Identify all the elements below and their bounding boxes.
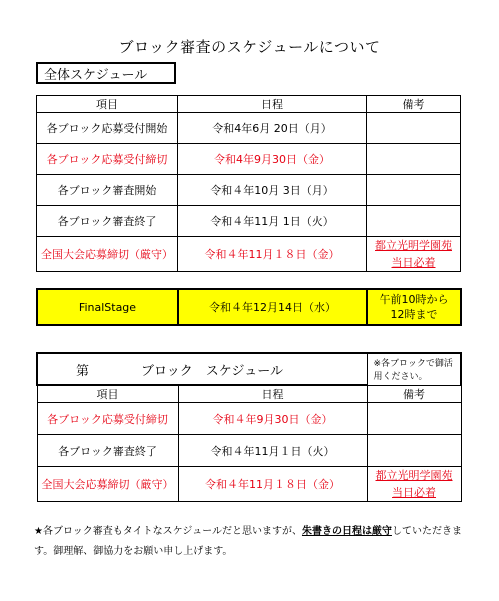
row-item: 全国大会応募締切（厳守） xyxy=(37,237,178,272)
row-item: 各ブロック応募受付開始 xyxy=(37,113,178,144)
table-row xyxy=(37,467,461,502)
row-note xyxy=(367,403,461,435)
block-schedule-name: ブロック スケジュール xyxy=(141,363,283,379)
row-item: 各ブロック応募受付締切 xyxy=(37,403,178,435)
final-stage-note-line1: 午前10時から xyxy=(379,293,449,306)
table-header-row xyxy=(37,96,461,113)
column-header-item: 項目 xyxy=(37,385,178,403)
footer-text-emphasis: 朱書きの日程は厳守 xyxy=(301,526,392,537)
footer-text-part1: ★各ブロック審査もタイトなスケジュールだと思いますが、 xyxy=(34,526,302,537)
table-header-row xyxy=(37,385,461,403)
section-label-overall: 全体スケジュール xyxy=(36,62,176,84)
final-stage-row xyxy=(37,289,461,325)
row-date: 令和４年11月１８日（金） xyxy=(178,467,367,502)
row-date: 令和４年11月１８日（金） xyxy=(178,237,367,272)
final-stage-note xyxy=(367,289,461,325)
column-header-date: 日程 xyxy=(178,385,367,403)
row-date: 令和4年9月30日（金） xyxy=(178,144,367,175)
column-header-note: 備考 xyxy=(367,96,461,113)
row-date: 令和４年11月 1日（火） xyxy=(178,206,367,237)
row-date: 令和4年6月 20日（月） xyxy=(178,113,367,144)
row-note xyxy=(367,113,461,144)
row-item: 各ブロック審査終了 xyxy=(37,206,178,237)
row-date: 令和４年11月１日（火） xyxy=(178,435,367,467)
final-stage-item: FinalStage xyxy=(37,289,178,325)
table-row xyxy=(37,113,461,144)
table-row xyxy=(37,403,461,435)
table-row xyxy=(37,237,461,272)
table-row xyxy=(37,435,461,467)
final-stage-date: 令和４年12月14日（水） xyxy=(178,289,367,325)
table-row xyxy=(37,206,461,237)
block-number-prefix: 第 xyxy=(76,363,90,379)
row-note xyxy=(367,467,461,502)
row-note xyxy=(367,144,461,175)
footer-text-part2: していただきま xyxy=(391,526,462,537)
table-row xyxy=(37,175,461,206)
row-note xyxy=(367,435,461,467)
column-header-item: 項目 xyxy=(37,96,178,113)
footer-note xyxy=(34,522,474,562)
row-item: 各ブロック審査開始 xyxy=(37,175,178,206)
page-title: ブロック審査のスケジュールについて xyxy=(118,38,381,56)
column-header-note: 備考 xyxy=(367,385,461,403)
row-date: 令和４年9月30日（金） xyxy=(178,403,367,435)
row-item: 各ブロック審査終了 xyxy=(37,435,178,467)
row-note xyxy=(367,206,461,237)
row-note xyxy=(367,175,461,206)
overall-schedule-table xyxy=(36,95,461,272)
row-item: 全国大会応募締切（厳守） xyxy=(37,467,178,502)
note-deadline: 当日必着 xyxy=(391,256,436,269)
final-stage-note-line2: 12時まで xyxy=(390,308,438,321)
block-schedule-note: ※各ブロックで御活用ください。 xyxy=(367,353,461,385)
block-schedule-table xyxy=(36,352,462,502)
column-header-date: 日程 xyxy=(178,96,367,113)
footer-text-line2: す。御理解、御協力をお願い申し上げます。 xyxy=(34,546,233,557)
block-schedule-title xyxy=(37,353,367,385)
note-deadline: 当日必着 xyxy=(392,486,437,499)
row-note xyxy=(367,237,461,272)
note-venue: 都立光明学園苑 xyxy=(375,239,452,252)
block-schedule-title-row xyxy=(37,353,461,385)
note-venue: 都立光明学園苑 xyxy=(375,469,453,482)
final-stage-table xyxy=(36,288,462,326)
row-date: 令和４年10月 3日（月） xyxy=(178,175,367,206)
row-item: 各ブロック応募受付締切 xyxy=(37,144,178,175)
table-row xyxy=(37,144,461,175)
